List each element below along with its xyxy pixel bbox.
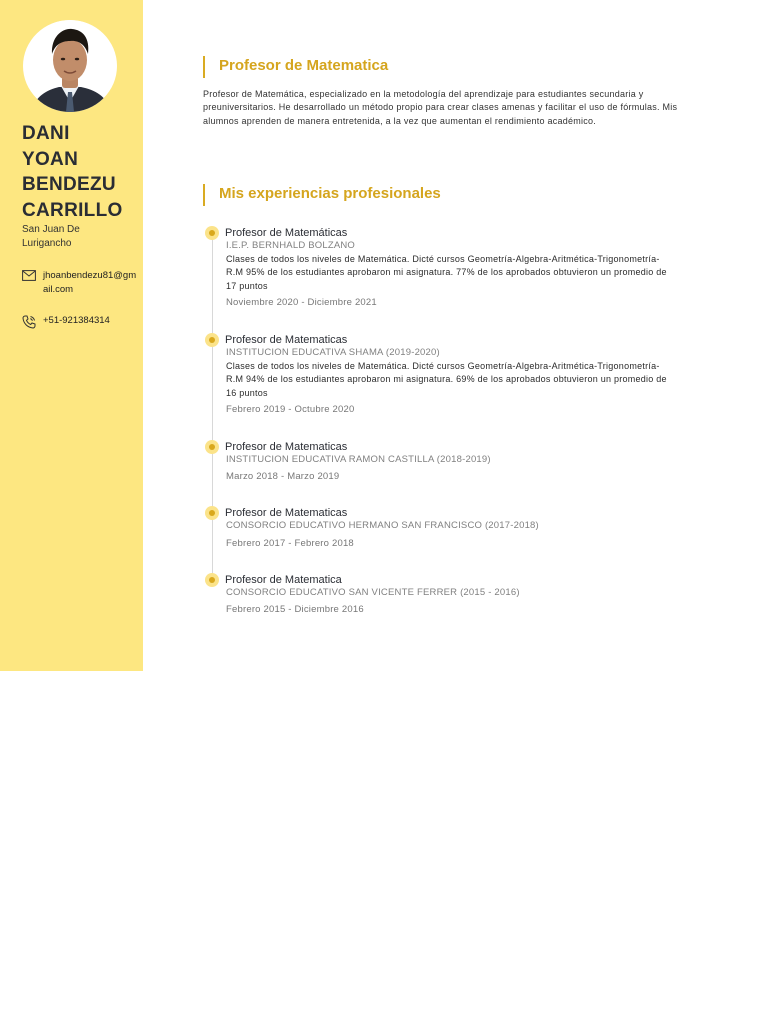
company-name: CONSORCIO EDUCATIVO HERMANO SAN FRANCISCO (2017-2018): [226, 520, 539, 531]
phone-text[interactable]: +51-921384314: [43, 315, 110, 326]
name-line: BENDEZU: [22, 174, 116, 195]
location-line: San Juan De: [22, 224, 80, 235]
job-title: Profesor de Matematicas: [225, 441, 348, 453]
timeline-dot: [205, 440, 219, 454]
job-title: Profesor de Matematicas: [225, 334, 348, 346]
job-dates: Febrero 2019 - Octubre 2020: [226, 404, 355, 415]
timeline-dot: [205, 573, 219, 587]
company-name: INSTITUCION EDUCATIVA RAMON CASTILLA (2018-2019): [226, 454, 491, 465]
job-dates: Febrero 2015 - Diciembre 2016: [226, 604, 364, 615]
timeline-line: [212, 232, 213, 578]
person-name: [22, 121, 140, 223]
job-dates: Noviembre 2020 - Diciembre 2021: [226, 297, 377, 308]
avatar-photo: [23, 20, 117, 112]
avatar: [23, 20, 117, 112]
location: [22, 223, 132, 251]
profile-summary: Profesor de Matemática, especializado en la metodología del aprendizaje para estudiantes secundaria y preuniversitarios. He desarrollado un método propio para crear clases amenas y facilitar el uso de fórmulas. Mis alumnos aprenden de manera entretenida, a la vez que aumentan el rendimiento académico.: [203, 89, 678, 126]
envelope-icon: [22, 270, 36, 281]
job-description: Clases de todos los niveles de Matemática. Dicté cursos Geometría-Algebra-Aritmética-Trigonometría-R.M 95% de los estudiantes aprobaron mi asignatura. 77% de los aprobados obtuvieron un promedio de 17 puntos: [226, 254, 667, 291]
job-dates: Marzo 2018 - Marzo 2019: [226, 471, 340, 482]
contact-email[interactable]: [22, 269, 140, 299]
name-line: YOAN: [22, 148, 79, 170]
job-title: Profesor de Matematicas: [225, 507, 348, 519]
contact-phone[interactable]: [22, 314, 140, 330]
profile-heading: Profesor de Matematica: [203, 56, 388, 78]
job-title: Profesor de Matematica: [225, 574, 342, 586]
job-dates: Febrero 2017 - Febrero 2018: [226, 538, 354, 549]
job-description: Clases de todos los niveles de Matemática. Dicté cursos Geometría-Algebra-Aritmética-Trigonometría-R.M 94% de los estudiantes aprobaron mi asignatura. 69% de los aprobados obtuvieron un promedio de 16 puntos: [226, 361, 667, 398]
timeline-dot: [205, 226, 219, 240]
job-title: Profesor de Matemáticas: [225, 227, 348, 239]
company-name: INSTITUCION EDUCATIVA SHAMA (2019-2020): [226, 347, 440, 358]
sidebar: [0, 0, 143, 671]
location-line: Lurigancho: [22, 238, 72, 249]
name-line: DANI: [22, 123, 70, 144]
phone-icon: [22, 315, 36, 329]
timeline-dot: [205, 333, 219, 347]
timeline-dot: [205, 506, 219, 520]
company-name: CONSORCIO EDUCATIVO SAN VICENTE FERRER (2015 - 2016): [226, 587, 520, 598]
name-line: CARRILLO: [22, 199, 123, 221]
company-name: I.E.P. BERNHALD BOLZANO: [226, 240, 356, 251]
experience-heading: Mis experiencias profesionales: [203, 184, 441, 206]
email-text[interactable]: jhoanbendezu81@gmail.com: [43, 270, 137, 295]
